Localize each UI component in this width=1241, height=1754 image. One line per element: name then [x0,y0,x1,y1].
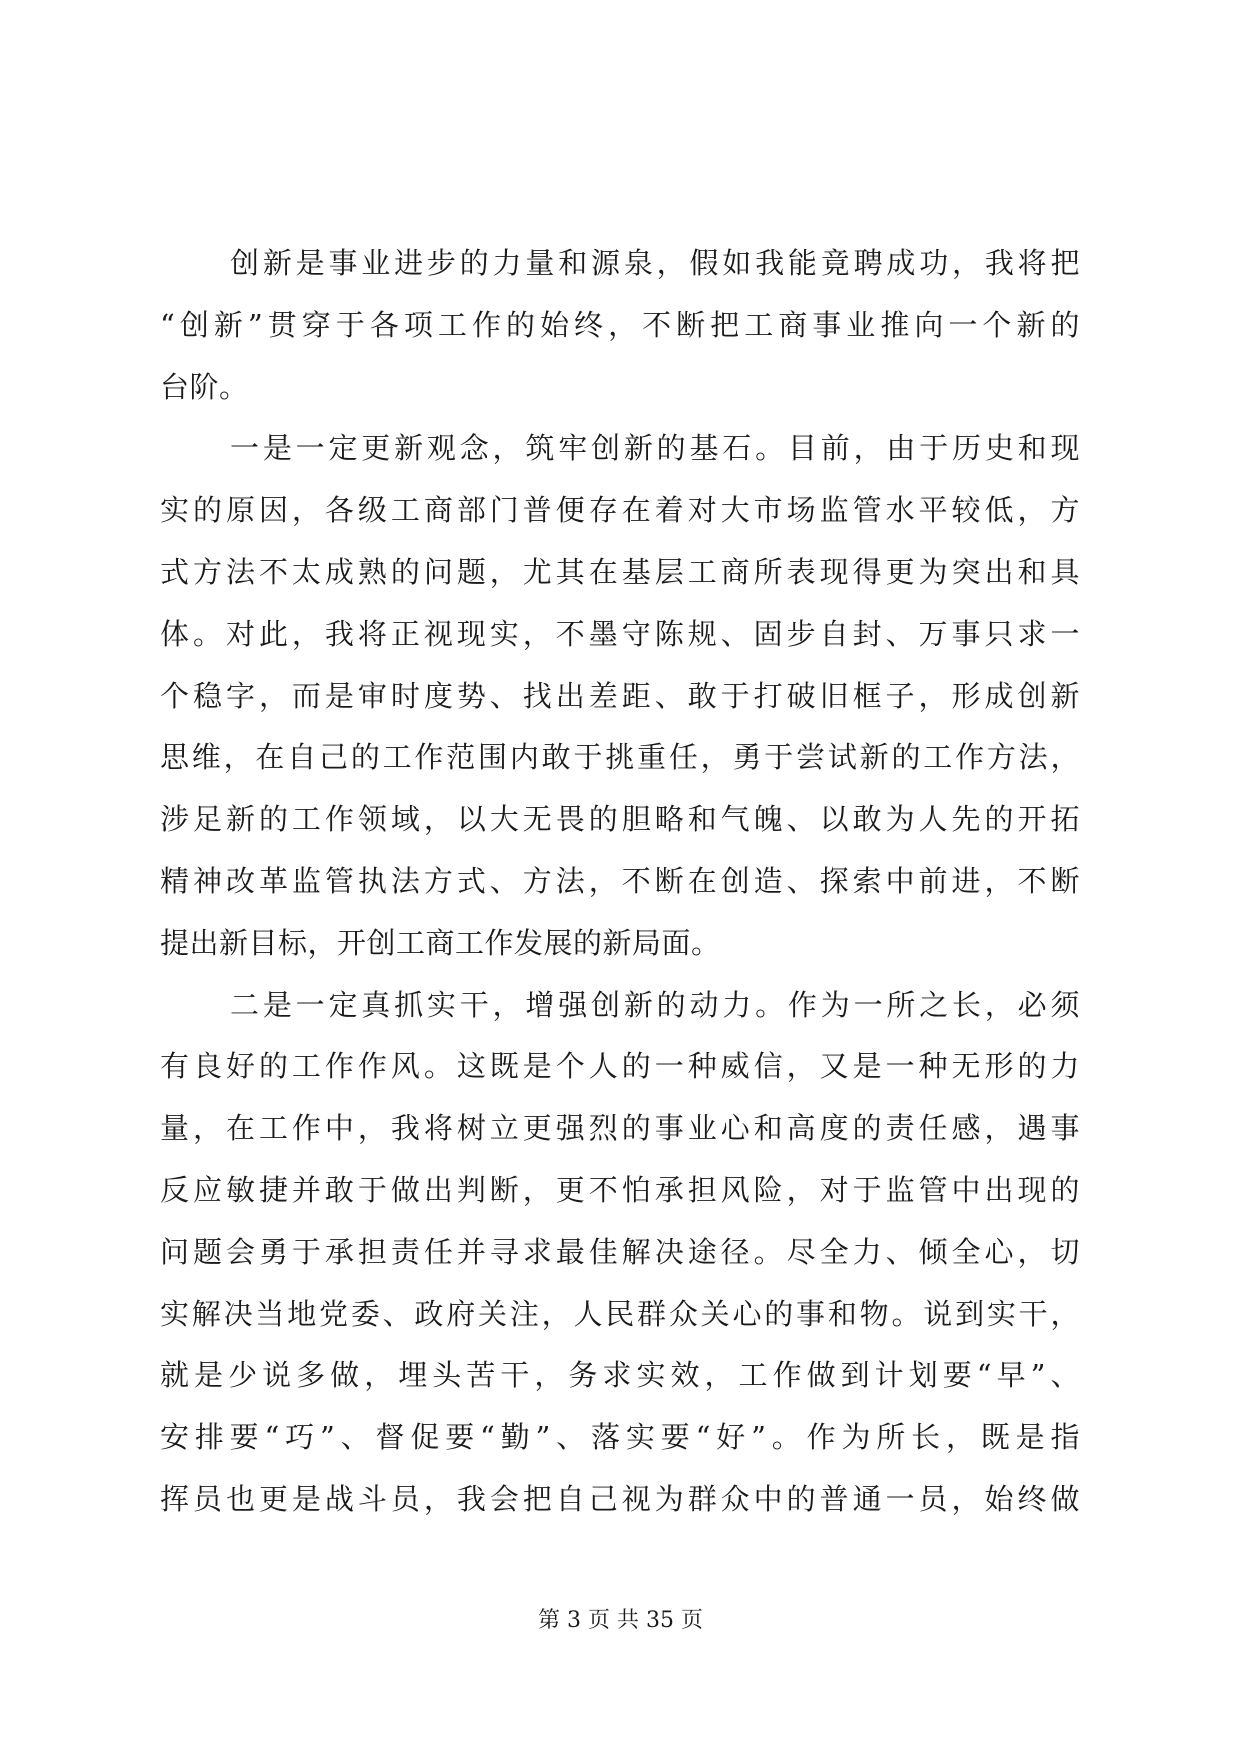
text-line: 精神改革监管执法方式、方法，不断在创造、探索中前进，不断 [160,863,1080,898]
text-line: 创新是事业进步的力量和源泉，假如我能竟聘成功，我将把 [230,246,1080,280]
text-line: 安排要“巧”、督促要“勤”、落实要“好”。作为所长，既是指 [160,1420,1080,1455]
document-body [160,233,1080,1531]
page-footer: 第 3 页 共 35 页 [538,1608,703,1633]
text-line: 体。对此，我将正视现实，不墨守陈规、固步自封、万事只求一 [160,616,1080,651]
text-line: 量，在工作中，我将树立更强烈的事业心和高度的责任感，遇事 [160,1111,1080,1146]
text-line: 挥员也更是战斗员，我会把自己视为群众中的普通一员，始终做 [160,1481,1080,1516]
text-line: “创新”贯穿于各项工作的始终，不断把工商事业推向一个新的 [160,307,1080,342]
text-line: 实解决当地党委、政府关注，人民群众关心的事和物。说到实干， [160,1296,1080,1331]
text-line: 提出新目标，开创工商工作发展的新局面。 [160,925,721,960]
text-line: 反应敏捷并敢于做出判断，更不怕承担风险，对于监管中出现的 [160,1172,1080,1207]
text-line: 涉足新的工作领域，以大无畏的胆略和气魄、以敢为人先的开拓 [160,802,1080,837]
text-line: 有良好的工作作风。这既是个人的一种威信，又是一种无形的力 [160,1049,1080,1084]
text-line: 台阶。 [160,369,249,404]
text-line: 式方法不太成熟的问题，尤其在基层工商所表现得更为突出和具 [160,554,1080,589]
text-line: 个稳字，而是审时度势、找出差距、敢于打破旧框子，形成创新 [160,678,1080,713]
text-line: 问题会勇于承担责任并寻求最佳解决途径。尽全力、倾全心，切 [160,1234,1080,1269]
text-line: 一是一定更新观念，筑牢创新的基石。目前，由于历史和现 [230,431,1080,466]
text-line: 二是一定真抓实干，增强创新的动力。作为一所之长，必须 [230,987,1080,1022]
text-line: 实的原因，各级工商部门普便存在着对大市场监管水平较低，方 [160,493,1080,528]
text-line: 思维，在自己的工作范围内敢于挑重任，勇于尝试新的工作方法， [160,740,1080,775]
text-line: 就是少说多做，埋头苦干，务求实效，工作做到计划要“早”、 [160,1358,1080,1393]
